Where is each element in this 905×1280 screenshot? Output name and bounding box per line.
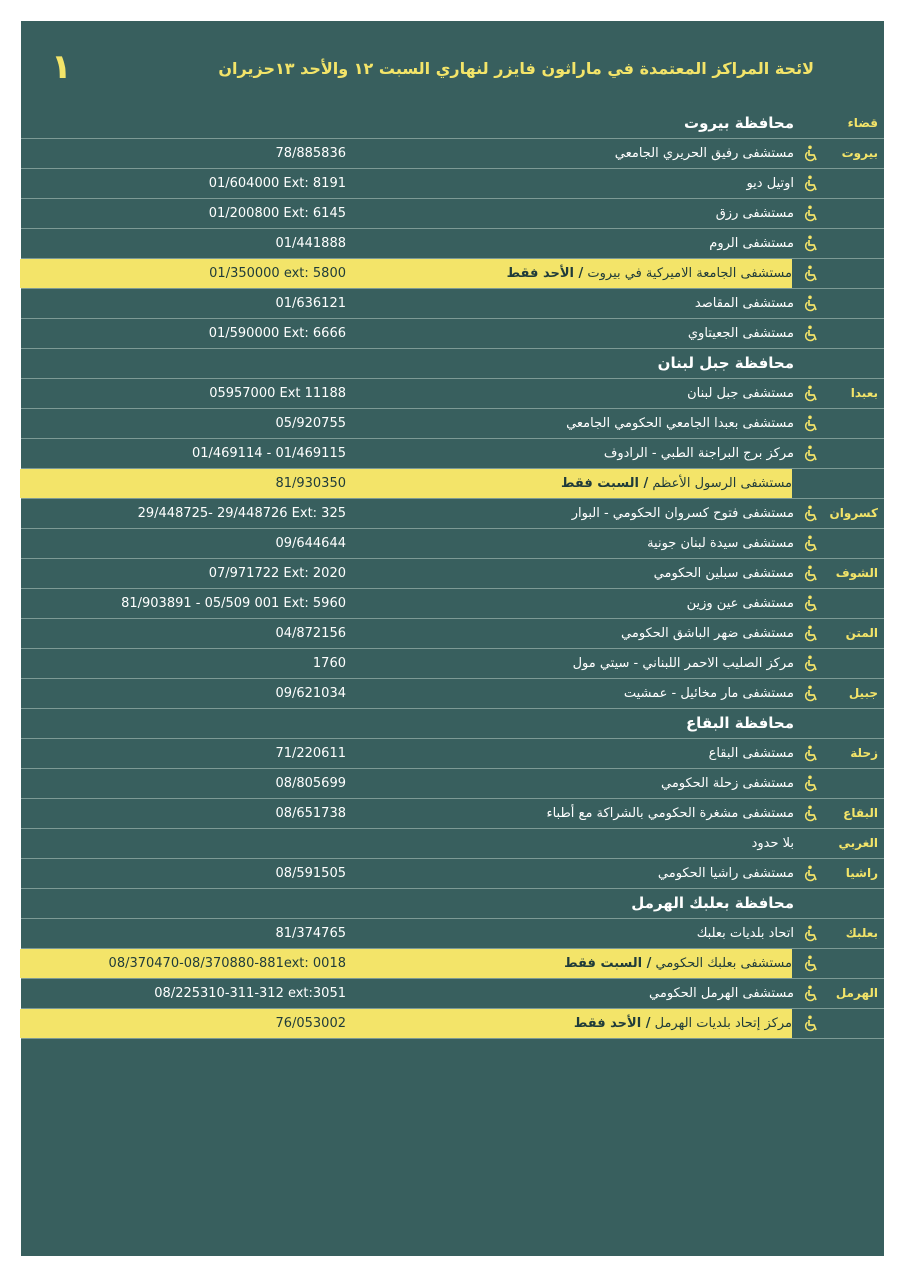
governorate-row (21, 889, 884, 919)
center-name (352, 469, 792, 498)
center-name-text: مستشفى عين وزين (686, 596, 794, 611)
center-name-text: مستشفى رفيق الحريري الجامعي (614, 146, 794, 161)
day-note: / الأحد فقط (506, 266, 584, 281)
wheelchair-icon (800, 379, 822, 408)
phone-number: 76/053002 (20, 1009, 352, 1038)
wheelchair-icon (800, 919, 822, 948)
center-name (352, 379, 794, 408)
district-label: الشوف (835, 566, 878, 580)
center-name (352, 799, 794, 828)
table-row (21, 949, 884, 979)
phone-number: 01/350000 ext: 5800 (20, 259, 352, 288)
table-row (21, 259, 884, 289)
center-name-text: مركز إتحاد بلديات الهرمل (654, 1016, 792, 1031)
phone-number: 08/591505 (275, 866, 346, 881)
center-name (352, 319, 794, 348)
phone-number: 05957000 Ext 11188 (209, 386, 346, 401)
wheelchair-icon (800, 229, 822, 258)
center-name (352, 289, 794, 318)
district-label: بعلبك (845, 926, 878, 940)
center-name-text: مستشفى سبلين الحكومي (653, 566, 794, 581)
table-row (21, 649, 884, 679)
wheelchair-icon (800, 319, 822, 348)
phone-number: 01/590000 Ext: 6666 (208, 326, 346, 341)
wheelchair-icon (800, 559, 822, 588)
table-row (21, 319, 884, 349)
wheelchair-icon (800, 289, 822, 318)
center-name (352, 949, 792, 978)
center-name-text: مستشفى مار مخائيل - عمشيت (623, 686, 794, 701)
wheelchair-icon (800, 409, 822, 438)
wheelchair-icon (800, 679, 822, 708)
table-row (21, 1009, 884, 1039)
center-name (352, 139, 794, 168)
table-row (21, 919, 884, 949)
wheelchair-icon (800, 739, 822, 768)
table-row (21, 769, 884, 799)
center-name (352, 559, 794, 588)
center-name-text: مستشفى ضهر الباشق الحكومي (621, 626, 794, 641)
table-row (21, 469, 884, 499)
wheelchair-icon (800, 949, 822, 978)
center-name (352, 259, 792, 288)
center-name-text: محافظة البقاع (685, 714, 794, 732)
district-label: البقاع (843, 806, 878, 820)
table-row (21, 619, 884, 649)
district-label: الهرمل (835, 986, 878, 1000)
governorate-title (352, 889, 794, 918)
district-label: بيروت (841, 146, 878, 160)
table-row (21, 169, 884, 199)
table-row (21, 859, 884, 889)
table-row (21, 739, 884, 769)
center-name-text: مركز برج البراجنة الطبي - الرادوف (603, 446, 794, 461)
center-name (352, 499, 794, 528)
table-row (21, 229, 884, 259)
district-label: بعبدا (850, 386, 878, 400)
table-row (21, 829, 884, 859)
center-name-text: محافظة بعلبك الهرمل (631, 894, 794, 912)
center-name-text: مستشفى راشيا الحكومي (657, 866, 794, 881)
table-row (21, 199, 884, 229)
table-row (21, 979, 884, 1009)
center-name (352, 199, 794, 228)
day-note: / الأحد فقط (573, 1016, 651, 1031)
center-name-text: مستشفى زحلة الحكومي (660, 776, 794, 791)
center-name-text: مستشفى الروم (709, 236, 794, 251)
governorate-row (21, 709, 884, 739)
phone-number: 07/971722 Ext: 2020 (208, 566, 346, 581)
center-name-text: مستشفى فتوح كسروان الحكومي - البوار (571, 506, 794, 521)
district-label: المتن (845, 626, 878, 640)
center-name-text: اتحاد بلديات بعلبك (696, 926, 794, 941)
center-name-text: محافظة بيروت (684, 114, 794, 132)
center-name (352, 619, 794, 648)
phone-number: 01/200800 Ext: 6145 (208, 206, 346, 221)
phone-number: 81/374765 (275, 926, 346, 941)
district-label: راشيا (845, 866, 878, 880)
center-name (352, 1009, 792, 1038)
governorate-title (352, 349, 794, 378)
document-panel (21, 21, 884, 1256)
wheelchair-icon (800, 169, 822, 198)
table-row (21, 589, 884, 619)
center-name (352, 169, 794, 198)
center-name (352, 979, 794, 1008)
phone-number: 09/621034 (275, 686, 346, 701)
wheelchair-icon (800, 439, 822, 468)
center-name-text: مستشفى الجعيتاوي (687, 326, 794, 341)
center-name (352, 919, 794, 948)
wheelchair-icon (800, 259, 822, 288)
wheelchair-icon (800, 769, 822, 798)
phone-number: 08/651738 (275, 806, 346, 821)
table-row (21, 799, 884, 829)
table-row (21, 559, 884, 589)
table-row (21, 139, 884, 169)
center-name (352, 529, 794, 558)
center-name-text: بلا حدود (751, 836, 794, 851)
center-name (352, 589, 794, 618)
wheelchair-icon (800, 1009, 822, 1038)
center-name-text: مركز الصليب الاحمر اللبناني - سيتي مول (572, 656, 794, 671)
page-title: لائحة المراكز المعتمدة في ماراثون فايزر لنهاري السبت ١٢ والأحد ١٣حزيران (218, 59, 814, 78)
phone-number: 71/220611 (275, 746, 346, 761)
phone-number: 29/448725- 29/448726 Ext: 325 (137, 506, 346, 521)
center-name (352, 769, 794, 798)
table-row (21, 529, 884, 559)
wheelchair-icon (800, 619, 822, 648)
phone-number: 01/469114 - 01/469115 (191, 446, 346, 461)
wheelchair-icon (800, 529, 822, 558)
center-name-text: مستشفى جبل لبنان (687, 386, 794, 401)
district-label: الغربي (838, 836, 878, 850)
phone-number: 81/930350 (20, 469, 352, 498)
governorate-row (21, 109, 884, 139)
table-row (21, 379, 884, 409)
center-name (352, 859, 794, 888)
phone-number: 08/225310-311-312 ext:3051 (154, 986, 346, 1001)
wheelchair-icon (800, 979, 822, 1008)
center-name-text: مستشفى المقاصد (694, 296, 794, 311)
phone-number: 01/636121 (275, 296, 346, 311)
center-name (352, 229, 794, 258)
phone-number: 04/872156 (275, 626, 346, 641)
phone-number: 01/441888 (275, 236, 346, 251)
center-name-text: مستشفى بعلبك الحكومي (655, 956, 792, 971)
center-name-text: مستشفى الهرمل الحكومي (649, 986, 794, 1001)
center-name-text: مستشفى الرسول الأعظم (652, 476, 792, 491)
phone-number: 05/920755 (275, 416, 346, 431)
phone-number: 1760 (312, 656, 346, 671)
centers-table (21, 109, 884, 1039)
district-label: كسروان (829, 506, 878, 520)
phone-number: 78/885836 (275, 146, 346, 161)
center-name (352, 739, 794, 768)
center-name-text: محافظة جبل لبنان (657, 354, 794, 372)
column-header-district: قضاء (847, 116, 878, 130)
center-name-text: مستشفى مشغرة الحكومي بالشراكة مع أطباء (546, 806, 794, 821)
wheelchair-icon (800, 139, 822, 168)
center-name (352, 829, 794, 858)
phone-number: 08/805699 (275, 776, 346, 791)
center-name (352, 649, 794, 678)
wheelchair-icon (800, 859, 822, 888)
table-row (21, 289, 884, 319)
governorate-row (21, 349, 884, 379)
phone-number: 81/903891 - 05/509 001 Ext: 5960 (121, 596, 346, 611)
page-number: ١ (51, 47, 72, 87)
center-name-text: مستشفى رزق (715, 206, 794, 221)
center-name-text: اوتيل ديو (746, 176, 794, 191)
day-note: / السبت فقط (560, 476, 649, 491)
table-row (21, 409, 884, 439)
center-name (352, 439, 794, 468)
phone-number: 09/644644 (275, 536, 346, 551)
phone-number (26, 829, 346, 858)
wheelchair-icon (800, 199, 822, 228)
table-row (21, 679, 884, 709)
wheelchair-icon (800, 589, 822, 618)
governorate-title (352, 109, 794, 138)
center-name-text: مستشفى البقاع (708, 746, 794, 761)
governorate-title (352, 709, 794, 738)
phone-number: 08/370470-08/370880-881ext: 0018 (20, 949, 352, 978)
wheelchair-icon (800, 649, 822, 678)
phone-number: 01/604000 Ext: 8191 (208, 176, 346, 191)
center-name-text: مستشفى سيدة لبنان جونية (647, 536, 794, 551)
day-note: / السبت فقط (564, 956, 652, 971)
center-name (352, 409, 794, 438)
center-name-text: مستشفى بعبدا الجامعي الحكومي الجامعي (566, 416, 794, 431)
center-name-text: مستشفى الجامعة الاميركية في بيروت (587, 266, 792, 281)
header (21, 21, 884, 109)
center-name (352, 679, 794, 708)
district-label: زحلة (850, 746, 878, 760)
table-row (21, 439, 884, 469)
district-label: جبيل (848, 686, 878, 700)
table-row (21, 499, 884, 529)
wheelchair-icon (800, 799, 822, 828)
wheelchair-icon (800, 499, 822, 528)
